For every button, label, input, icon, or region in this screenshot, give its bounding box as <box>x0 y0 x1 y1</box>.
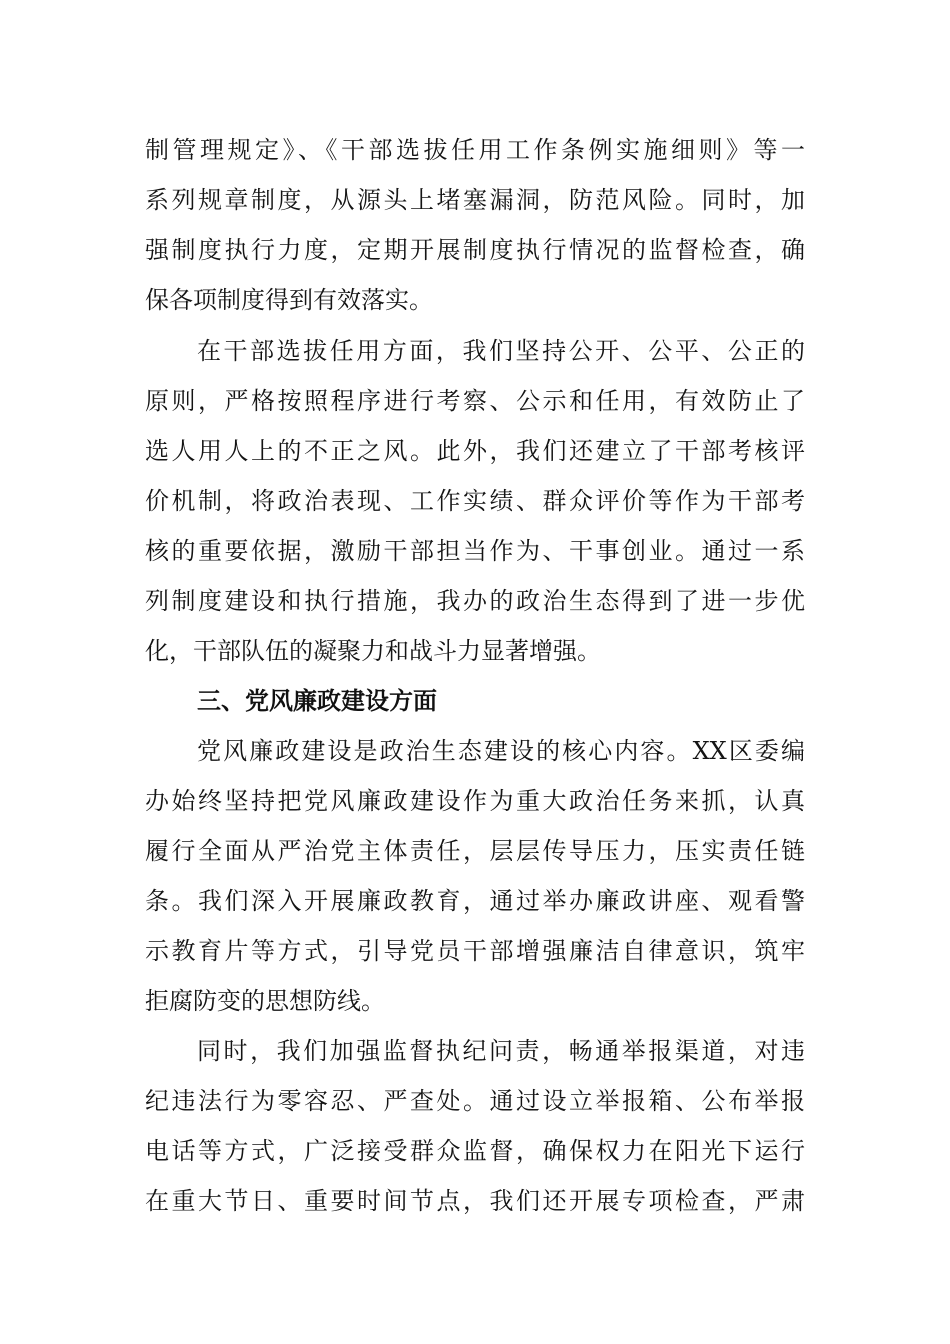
paragraph-2-line-6: 列制度建设和执行措施，我办的政治生态得到了进一步优 <box>145 587 805 615</box>
paragraph-2-line-5: 核的重要依据，激励干部担当作为、干事创业。通过一系 <box>145 537 805 565</box>
paragraph-1-line-2: 系列规章制度，从源头上堵塞漏洞，防范风险。同时，加 <box>145 186 805 214</box>
section-heading: 三、党风廉政建设方面 <box>197 687 437 715</box>
paragraph-1-line-4: 保各项制度得到有效落实。 <box>145 286 433 314</box>
paragraph-2-line-4: 价机制，将政治表现、工作实绩、群众评价等作为干部考 <box>145 487 805 515</box>
paragraph-4-line-3: 电话等方式，广泛接受群众监督，确保权力在阳光下运行 <box>145 1137 805 1165</box>
paragraph-2-line-7: 化，干部队伍的凝聚力和战斗力显著增强。 <box>145 637 601 665</box>
paragraph-3-line-4: 条。我们深入开展廉政教育，通过举办廉政讲座、观看警 <box>145 887 805 915</box>
paragraph-4-line-1: 同时，我们加强监督执纪问责，畅通举报渠道，对违 <box>197 1037 805 1065</box>
paragraph-3-line-1: 党风廉政建设是政治生态建设的核心内容。XX区委编 <box>197 737 805 765</box>
paragraph-1-line-3: 强制度执行力度，定期开展制度执行情况的监督检查，确 <box>145 236 805 264</box>
paragraph-4-line-4: 在重大节日、重要时间节点，我们还开展专项检查，严肃 <box>145 1187 805 1215</box>
paragraph-3-line-6: 拒腐防变的思想防线。 <box>145 987 385 1015</box>
paragraph-2-line-1: 在干部选拔任用方面，我们坚持公开、公平、公正的 <box>197 337 805 365</box>
paragraph-2-line-2: 原则，严格按照程序进行考察、公示和任用，有效防止了 <box>145 387 805 415</box>
paragraph-4-line-2: 纪违法行为零容忍、严查处。通过设立举报箱、公布举报 <box>145 1087 805 1115</box>
paragraph-3-line-3: 履行全面从严治党主体责任，层层传导压力，压实责任链 <box>145 837 805 865</box>
paragraph-3-line-5: 示教育片等方式，引导党员干部增强廉洁自律意识，筑牢 <box>145 937 805 965</box>
paragraph-1-line-1: 制管理规定》、《干部选拔任用工作条例实施细则》等一 <box>145 136 805 164</box>
paragraph-2-line-3: 选人用人上的不正之风。此外，我们还建立了干部考核评 <box>145 437 805 465</box>
paragraph-3-line-2: 办始终坚持把党风廉政建设作为重大政治任务来抓，认真 <box>145 787 805 815</box>
